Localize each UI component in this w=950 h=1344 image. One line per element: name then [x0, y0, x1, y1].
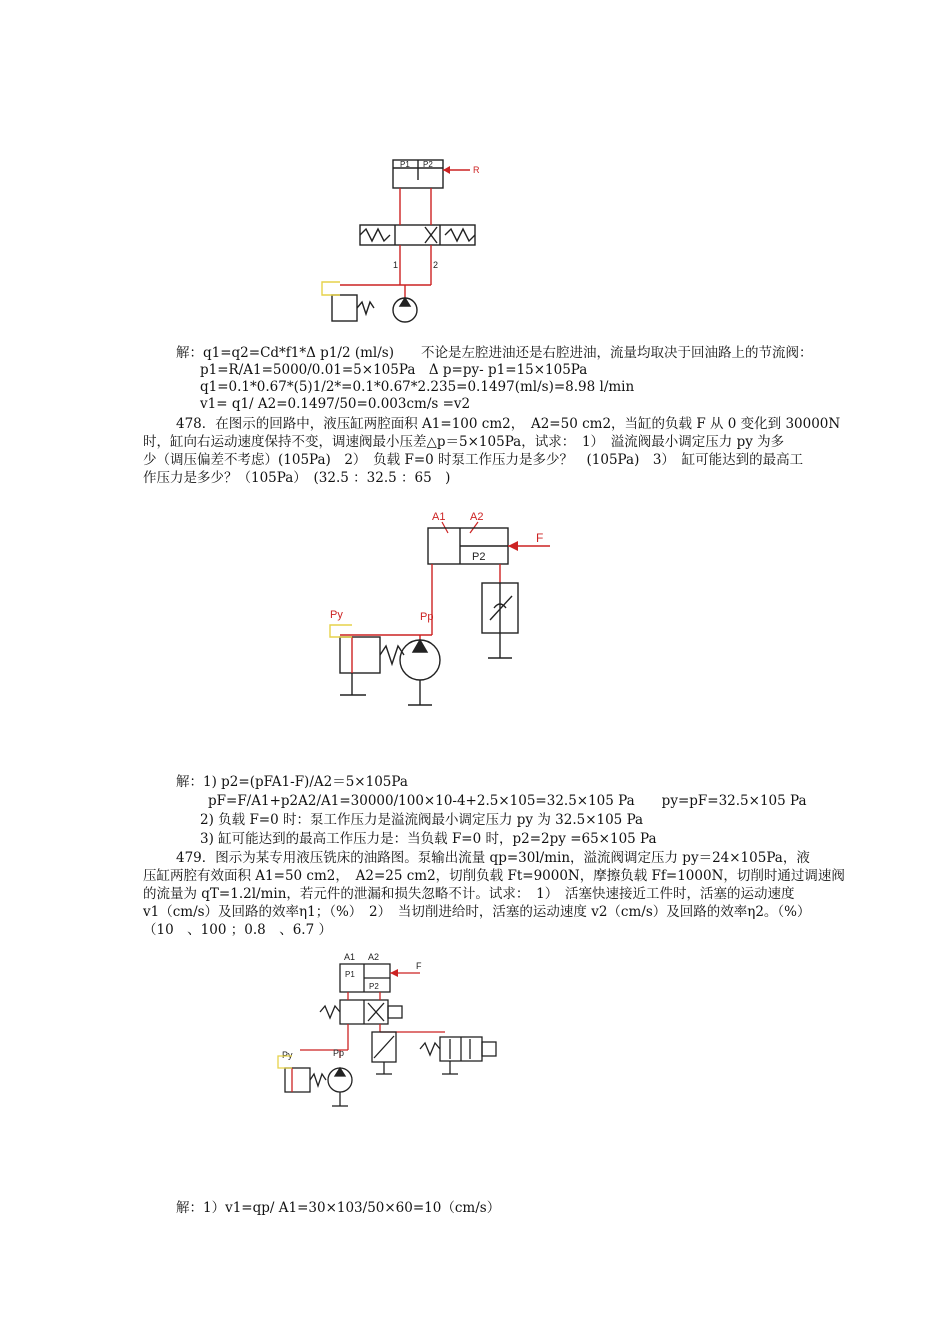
relief-valve-3: [285, 1068, 326, 1092]
hydraulic-circuit-diagram-1: [300, 150, 520, 330]
hydraulic-lines-2: [340, 564, 500, 640]
problem479-line-2: 压缸两腔有效面积 A1=50 cm2， A2=25 cm2，切削负载 Ft=9000N，摩擦负载 Ff=1000N，切削时通过调速阀: [143, 868, 845, 884]
pump-1: [393, 298, 417, 322]
pump-2: [400, 640, 440, 705]
solution479-line-1: 解：1）v1=qp/ A1=30×103/50×60=10（cm/s）: [176, 1200, 501, 1216]
label-P2-3: P2: [369, 982, 379, 991]
hydraulic-lines-1: [340, 188, 431, 298]
relief-valve-2: [340, 637, 404, 695]
solution478-line-2: pF=F/A1+p2A2/A1=30000/100×10-4+2.5×105=32.5×105 Pa py=pF=32.5×105 Pa: [208, 793, 807, 809]
solution478-line-4: 3) 缸可能达到的最高工作压力是：当负载 F=0 时，p2=2py =65×105 Pa: [200, 831, 657, 847]
problem478-line-1: 478．在图示的回路中，液压缸两腔面积 A1=100 cm2， A2=50 cm2，当缸的负载 F 从 0 变化到 30000N: [176, 416, 841, 432]
label-Pp-3: Pp: [333, 1048, 345, 1058]
solution478-line-1: 解：1) p2=(pFA1-F)/A2＝5×105Pa: [176, 774, 408, 790]
directional-valve-3: [320, 1000, 402, 1024]
label-p2: P2: [423, 160, 433, 169]
directional-valve-1: [360, 225, 475, 245]
label-P2: P2: [472, 551, 486, 563]
label-Py: Py: [330, 609, 343, 621]
load-arrow-head: [443, 166, 450, 174]
label-A2-3: A2: [368, 952, 380, 962]
problem479-line-1: 479．图示为某专用液压铣床的油路图。泵输出流量 qp=30l/min，溢流阀调定压力 py＝24×105Pa，液: [176, 850, 810, 866]
label-F: F: [536, 531, 544, 545]
problem479-line-4: v1（cm/s）及回路的效率η1；（%） 2） 当切削进给时，活塞的运动速度 v2（cm/s）及回路的效率η2。（%）: [143, 904, 811, 920]
label-Py-3: Py: [282, 1050, 293, 1060]
hydraulic-circuit-diagram-3: [270, 940, 540, 1140]
load-arrow-head-2: [508, 541, 518, 551]
label-A1: A1: [432, 511, 446, 523]
solution1-line-3: q1=0.1*0.67*(5)1/2*=0.1*0.67*2.235=0.1497(ml/s)=8.98 l/min: [200, 379, 635, 395]
problem478-line-4: 作压力是多少？（105Pa） (32.5 ：32.5 ：65 ): [143, 470, 451, 486]
two-way-valve-3: [420, 1037, 496, 1074]
speed-control-valve-2: [482, 583, 518, 658]
label-P1-3: P1: [345, 970, 355, 979]
pump-3: [328, 1068, 352, 1106]
label-port-2: 2: [433, 260, 439, 270]
pilot-line-1: [322, 282, 340, 295]
load-arrow-head-3: [390, 969, 398, 977]
label-A2: A2: [470, 511, 484, 523]
relief-valve-1: [332, 295, 374, 321]
solution1-line-1: 解：q1=q2=Cd*f1*Δ p1/2 (ml/s) 不论是左腔进油还是右腔进油，流量均取决于回油路上的节流阀：: [176, 345, 813, 361]
label-A1-3: A1: [344, 952, 356, 962]
solution1-line-2: p1=R/A1=5000/0.01=5×105Pa Δ p=py- p1=15×105Pa: [200, 362, 588, 378]
solution478-line-3: 2) 负载 F=0 时：泵工作压力是溢流阀最小调定压力 py 为 32.5×105 Pa: [200, 812, 644, 828]
problem478-line-3: 少（调压偏差不考虑）(105Pa) 2） 负载 F=0 时泵工作压力是多少？ (105Pa) 3） 缸可能达到的最高工: [143, 452, 804, 468]
label-R: R: [473, 165, 480, 175]
speed-control-valve-3: [372, 1032, 396, 1074]
label-port-1: 1: [393, 260, 399, 270]
label-F-3: F: [416, 961, 422, 971]
problem479-line-5: （10 、100 ；0.8 、6.7 ）: [143, 922, 332, 938]
label-Pp: Pp: [420, 611, 434, 623]
problem479-line-3: 的流量为 qT=1.2l/min，若元件的泄漏和损失忽略不计。试求： 1） 活塞快速接近工件时，活塞的运动速度: [143, 886, 795, 902]
problem478-line-2: 时，缸向右运动速度保持不变，调速阀最小压差△p＝5×105Pa，试求： 1） 溢流阀最小调定压力 py 为多: [143, 434, 785, 450]
label-p1: P1: [400, 160, 410, 169]
hydraulic-circuit-diagram-2: [310, 500, 610, 725]
cylinder-2: [428, 528, 508, 564]
solution1-line-4: v1= q1/ A2=0.1497/50=0.003cm/s =v2: [200, 396, 471, 412]
